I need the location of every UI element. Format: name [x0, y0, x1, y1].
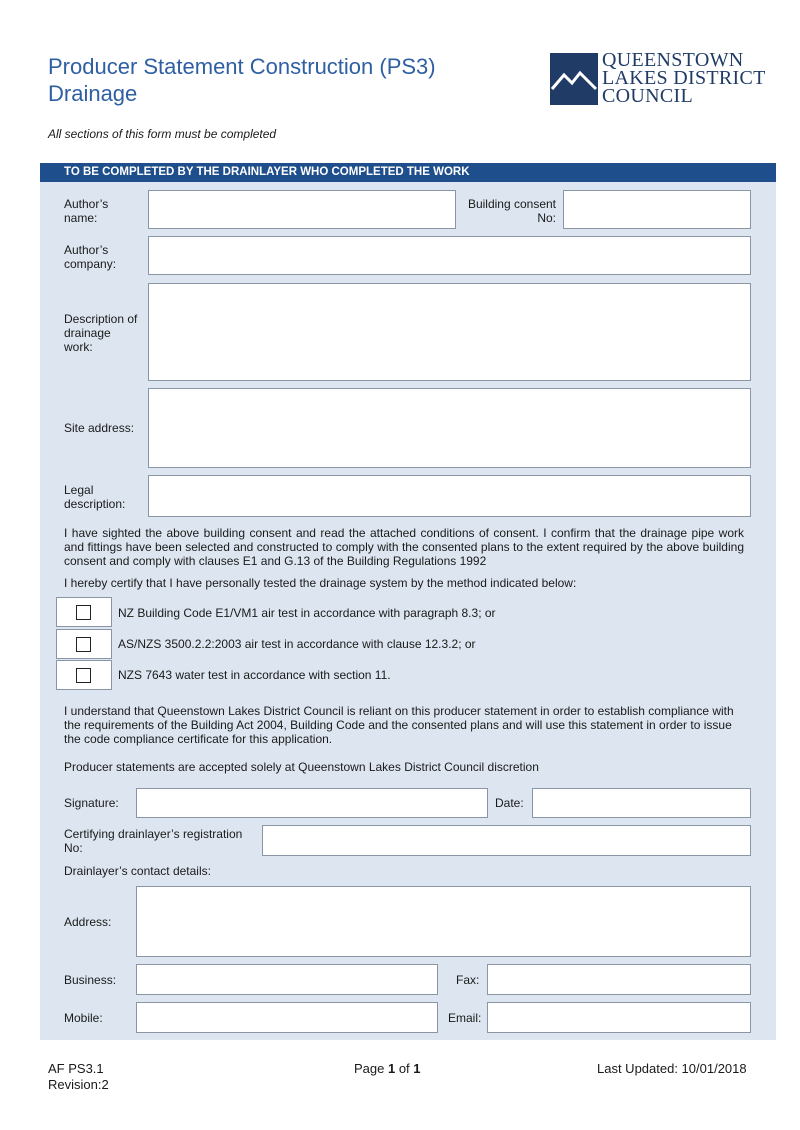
legal-description-input[interactable] — [148, 475, 751, 517]
date-label: Date: — [495, 796, 524, 810]
registration-label — [64, 827, 242, 855]
discretion-statement: Producer statements are accepted solely at Queenstown Lakes District Council discretion — [64, 760, 539, 774]
page-number — [354, 1061, 421, 1077]
author-name-input[interactable] — [148, 190, 456, 229]
address-input[interactable] — [136, 886, 751, 957]
council-logo-text — [602, 51, 766, 105]
logo-line-3: COUNCIL — [602, 85, 693, 107]
building-consent-label-line1: Building consent — [467, 197, 556, 211]
option-3-checkbox[interactable] — [76, 668, 91, 683]
mobile-label: Mobile: — [64, 1011, 103, 1025]
logo-line-1: QUEENSTOWN — [602, 49, 744, 71]
form-note: All sections of this form must be completed — [48, 127, 277, 141]
building-consent-label — [460, 197, 556, 225]
legal-description-label — [64, 483, 125, 511]
business-input[interactable] — [136, 964, 438, 995]
description-label-line1: Description of — [64, 312, 138, 326]
author-company-input[interactable] — [148, 236, 751, 275]
date-input[interactable] — [532, 788, 751, 818]
registration-label-line1: Certifying drainlayer’s registration — [64, 827, 243, 841]
mobile-input[interactable] — [136, 1002, 438, 1033]
option-2-checkbox[interactable] — [76, 637, 91, 652]
legal-description-label-line1: Legal — [64, 483, 94, 497]
reliance-statement: I understand that Queenstown Lakes District Council is reliant on this producer statement in order to establish compliance with the requirements of the Building Act 2004, Building Code and the consented plans and will use this statement in order to issue the code compliance certificate for this application. — [64, 704, 734, 746]
option-1-checkbox[interactable] — [76, 605, 91, 620]
site-address-input[interactable] — [148, 388, 751, 468]
author-name-label — [64, 197, 108, 225]
test-statement: I hereby certify that I have personally tested the drainage system by the method indicated below: — [64, 576, 577, 590]
council-logo-icon — [550, 53, 598, 105]
form-code — [48, 1061, 109, 1093]
email-label: Email: — [448, 1011, 482, 1025]
fax-input[interactable] — [487, 964, 751, 995]
description-label — [64, 312, 137, 354]
page-total: 1 — [413, 1061, 421, 1076]
revision-text: Revision:2 — [48, 1077, 109, 1092]
author-company-label — [64, 243, 116, 271]
page-prefix: Page — [354, 1061, 388, 1076]
author-company-label-line2: company: — [64, 257, 117, 271]
signature-input[interactable] — [136, 788, 488, 818]
registration-label-line2: No: — [64, 841, 83, 855]
building-consent-input[interactable] — [563, 190, 751, 229]
author-company-label-line1: Author’s — [64, 243, 109, 257]
description-label-line2: drainage — [64, 326, 111, 340]
email-input[interactable] — [487, 1002, 751, 1033]
building-consent-label-line2: No: — [537, 211, 556, 225]
option-2-cell[interactable] — [56, 629, 112, 659]
consent-statement: I have sighted the above building consent and read the attached conditions of consent. I confirm that the drainage pipe work and fittings have been selected and constructed to comply with the consented plans to the extent required by the above building consent and comply with clauses E1 and G.13 of the Building Regulations 1992 — [64, 526, 744, 568]
title-line-1: Producer Statement Construction (PS3) — [48, 54, 436, 79]
option-3-cell[interactable] — [56, 660, 112, 690]
last-updated: Last Updated: 10/01/2018 — [597, 1061, 747, 1076]
site-address-label: Site address: — [64, 421, 135, 435]
fax-label: Fax: — [456, 973, 480, 987]
title-line-2: Drainage — [48, 81, 138, 106]
description-label-line3: work: — [64, 340, 93, 354]
option-1-label: NZ Building Code E1/VM1 air test in accordance with paragraph 8.3; or — [118, 606, 496, 620]
description-input[interactable] — [148, 283, 751, 381]
logo-line-2: LAKES DISTRICT — [602, 67, 766, 89]
signature-label: Signature: — [64, 796, 119, 810]
legal-description-label-line2: description: — [64, 497, 126, 511]
option-2-label: AS/NZS 3500.2.2:2003 air test in accordance with clause 12.3.2; or — [118, 637, 476, 651]
contact-details-label: Drainlayer’s contact details: — [64, 864, 211, 878]
business-label: Business: — [64, 973, 117, 987]
page-current: 1 — [387, 1061, 396, 1076]
form-code-text: AF PS3.1 — [48, 1061, 104, 1076]
option-1-cell[interactable] — [56, 597, 112, 627]
page-of: of — [395, 1061, 414, 1076]
section-heading: TO BE COMPLETED BY THE DRAINLAYER WHO COMPLETED THE WORK — [40, 163, 776, 182]
author-name-label-line2: name: — [64, 211, 98, 225]
registration-input[interactable] — [262, 825, 751, 856]
author-name-label-line1: Author’s — [64, 197, 109, 211]
page-title — [48, 53, 436, 107]
address-label: Address: — [64, 915, 112, 929]
option-3-label: NZS 7643 water test in accordance with section 11. — [118, 668, 391, 682]
